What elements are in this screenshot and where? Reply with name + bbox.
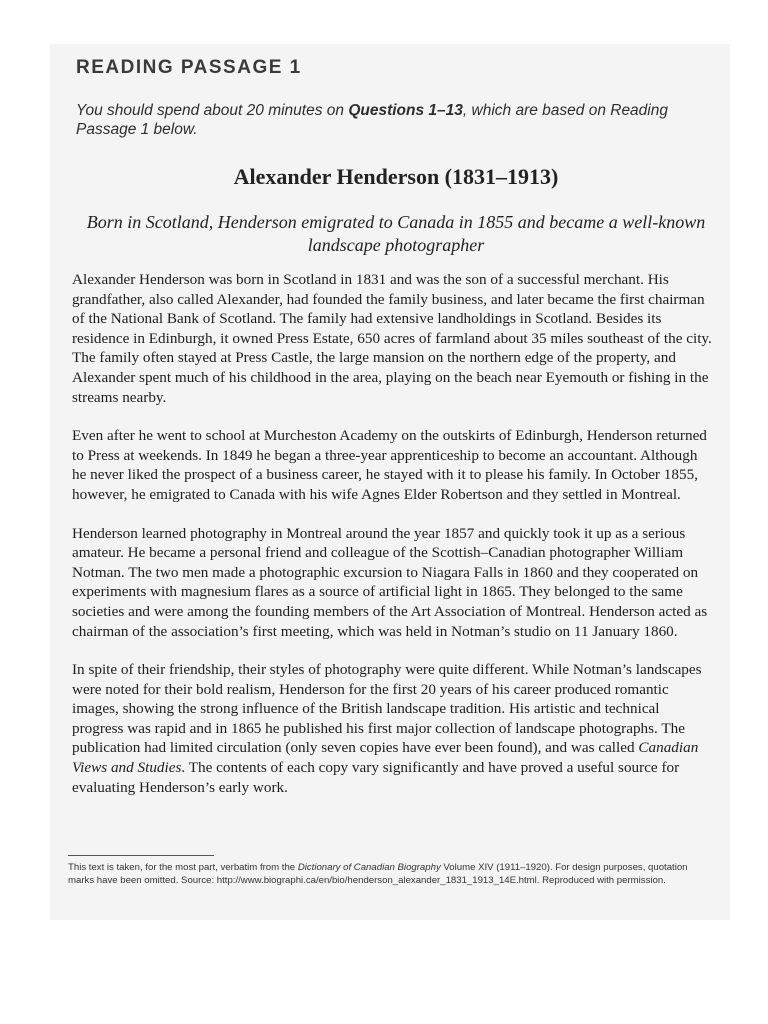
section-label: READING PASSAGE 1 bbox=[76, 57, 302, 78]
footnote bbox=[68, 862, 708, 887]
instructions-pre: You should spend about 20 minutes on bbox=[76, 102, 349, 119]
paragraph-2: Even after he went to school at Murcheston Academy on the outskirts of Edinburgh, Henderson returned to Press at weekends. In 1849 he began a three-year apprenticeship to become an accountant. Although he never liked the prospect of a business career, he stayed with it to please his family. In October 1855, however, he emigrated to Canada with his wife Agnes Elder Robertson and they settled in Montreal. bbox=[72, 427, 707, 503]
paragraph-4-part-b: . The contents of each copy vary significantly and have proved a useful source for evaluating Henderson’s early work. bbox=[72, 759, 680, 796]
paragraph-4-part-a: In spite of their friendship, their styles of photography were quite different. While Notman’s landscapes were noted for their bold realism, Henderson for the first 20 years of his career produced romantic images, showing the strong influence of the British landscape tradition. His artistic and technical progress was rapid and in 1865 he published his first major collection of landscape photographs. The publication had limited circulation (only seven copies have ever been found), and was called bbox=[72, 661, 702, 757]
paragraph-3: Henderson learned photography in Montreal around the year 1857 and quickly took it up as a serious amateur. He became a personal friend and colleague of the Scottish–Canadian photographer William Notman. The two men made a photographic excursion to Niagara Falls in 1860 and they cooperated on experiments with magnesium flares as a source of artificial light in 1865. They belonged to the same societies and were among the founding members of the Art Association of Montreal. Henderson acted as chairman of the association’s first meeting, which was held in Notman’s studio on 11 January 1860. bbox=[72, 524, 708, 640]
paragraph-4 bbox=[72, 660, 712, 797]
instructions bbox=[76, 101, 716, 139]
publication-title: Canadian Views and Studies bbox=[72, 739, 699, 777]
article-body bbox=[72, 270, 712, 797]
instructions-questions: Questions 1–13 bbox=[348, 102, 463, 119]
footnote-source-title: Dictionary of Canadian Biography bbox=[297, 862, 441, 873]
footnote-divider bbox=[68, 855, 214, 856]
footnote-pre: This text is taken, for the most part, verbatim from the bbox=[68, 862, 298, 873]
article-title: Alexander Henderson (1831–1913) bbox=[233, 164, 559, 189]
paragraph-1: Alexander Henderson was born in Scotland in 1831 and was the son of a successful merchant. His grandfather, also called Alexander, had founded the family business, and later became the first chairman of the National Bank of Scotland. The family had extensive landholdings in Scotland. Besides its residence in Edinburgh, it owned Press Estate, 650 acres of farmland about 35 miles southeast of the city. The family often stayed at Press Castle, the large mansion on the northern edge of the property, and Alexander spent much of his childhood in the area, playing on the beach near Eyemouth or fishing in the streams nearby. bbox=[72, 271, 712, 406]
instructions-post: , which are based on Reading Passage 1 below. bbox=[76, 102, 668, 138]
footnote-post: Volume XIV (1911–1920). For design purposes, quotation marks have been omitted. Source: http://www.biographi.ca/en/bio/henderson_alexander_1831_1913_14E.html. Reproduced with permission. bbox=[68, 862, 688, 886]
article-subtitle: Born in Scotland, Henderson emigrated to Canada in 1855 and became a well-known landscape photographer bbox=[86, 212, 706, 255]
